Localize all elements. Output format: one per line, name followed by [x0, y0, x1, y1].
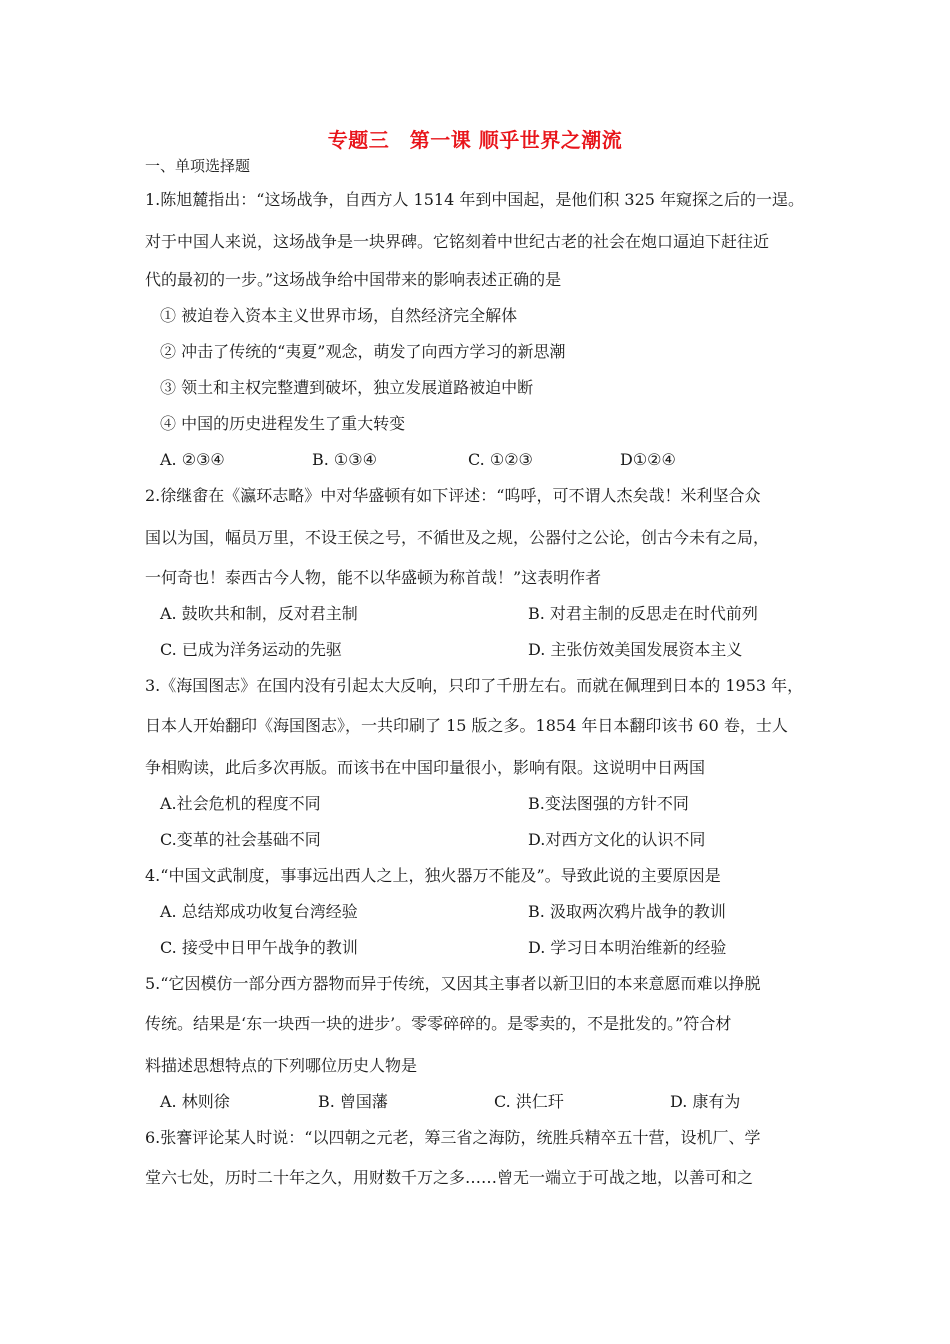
question-1-item-2: ② 冲击了传统的“夷夏”观念，萌发了向西方学习的新思潮: [160, 342, 566, 361]
question-1-option-a: A. ②③④: [160, 450, 225, 469]
question-1-line-3: 代的最初的一步。”这场战争给中国带来的影响表述正确的是: [145, 270, 562, 289]
question-6-line-2: 堂六七处，历时二十年之久，用财数千万之多……曾无一端立于可战之地，以善可和之: [145, 1168, 754, 1187]
question-5-line-1: 5.“它因模仿一部分西方器物而异于传统，又因其主事者以新卫旧的本来意愿而难以挣脱: [145, 974, 761, 993]
question-2-option-b: B. 对君主制的反思走在时代前列: [528, 604, 758, 623]
question-4-line-1: 4.“中国文武制度，事事远出西人之上，独火器万不能及”。导致此说的主要原因是: [145, 866, 721, 885]
question-1-item-3: ③ 领土和主权完整遭到破坏，独立发展道路被迫中断: [160, 378, 534, 397]
question-1-option-c: C. ①②③: [468, 450, 533, 469]
question-1-line-2: 对于中国人来说，这场战争是一块界碑。它铭刻着中世纪古老的社会在炮口逼迫下赶往近: [145, 232, 770, 251]
question-2-line-2: 国以为国，幅员万里，不设王侯之号，不循世及之规，公器付之公论，创古今未有之局，: [145, 528, 770, 547]
question-5-option-c: C. 洪仁玕: [494, 1092, 564, 1111]
question-4-option-c: C. 接受中日甲午战争的教训: [160, 938, 358, 957]
question-2-option-d: D. 主张仿效美国发展资本主义: [528, 640, 743, 659]
question-4-option-b: B. 汲取两次鸦片战争的教训: [528, 902, 726, 921]
question-1-line-1: 1.陈旭麓指出：“这场战争，自西方人 1514 年到中国起，是他们积 325 年窥探之后的一逞。: [145, 190, 805, 209]
question-3-line-1: 3.《海国图志》在国内没有引起太大反响，只印了千册左右。而就在佩理到日本的 1953 年，: [145, 676, 804, 695]
question-3-option-d: D.对西方文化的认识不同: [528, 830, 706, 849]
question-3-line-2: 日本人开始翻印《海国图志》，一共印刷了 15 版之多。1854 年日本翻印该书 60 卷，士人: [145, 716, 788, 735]
question-2-option-a: A. 鼓吹共和制，反对君主制: [160, 604, 358, 623]
question-5-option-a: A. 林则徐: [160, 1092, 230, 1111]
question-4-option-a: A. 总结郑成功收复台湾经验: [160, 902, 358, 921]
question-2-option-c: C. 已成为洋务运动的先驱: [160, 640, 342, 659]
question-1-item-1: ① 被迫卷入资本主义世界市场，自然经济完全解体: [160, 306, 518, 325]
question-1-item-4: ④ 中国的历史进程发生了重大转变: [160, 414, 406, 433]
question-6-line-1: 6.张謇评论某人时说：“以四朝之元老，筹三省之海防，统胜兵精卒五十营，设机厂、学: [145, 1128, 761, 1147]
question-3-option-a: A.社会危机的程度不同: [160, 794, 321, 813]
page-title: 专题三 第一课 顺乎世界之潮流: [327, 128, 623, 152]
question-2-line-1: 2.徐继畬在《瀛环志略》中对华盛顿有如下评述：“呜呼，可不谓人杰矣哉！米利坚合众: [145, 486, 761, 505]
question-5-option-d: D. 康有为: [670, 1092, 741, 1111]
question-3-option-b: B.变法图强的方针不同: [528, 794, 689, 813]
question-3-line-3: 争相购读，此后多次再版。而该书在中国印量很小，影响有限。这说明中日两国: [145, 758, 706, 777]
question-3-option-c: C.变革的社会基础不同: [160, 830, 321, 849]
question-5-option-b: B. 曾国藩: [318, 1092, 388, 1111]
question-5-line-2: 传统。结果是‘东一块西一块的进步’。零零碎碎的。是零卖的，不是批发的。”符合材: [145, 1014, 732, 1033]
question-5-line-3: 料描述思想特点的下列哪位历史人物是: [145, 1056, 418, 1075]
question-2-line-3: 一何奇也！泰西古今人物，能不以华盛顿为称首哉！”这表明作者: [145, 568, 602, 587]
question-4-option-d: D. 学习日本明治维新的经验: [528, 938, 727, 957]
question-1-option-d: D①②④: [620, 450, 676, 469]
section-heading: 一、单项选择题: [145, 157, 251, 175]
question-1-option-b: B. ①③④: [312, 450, 377, 469]
